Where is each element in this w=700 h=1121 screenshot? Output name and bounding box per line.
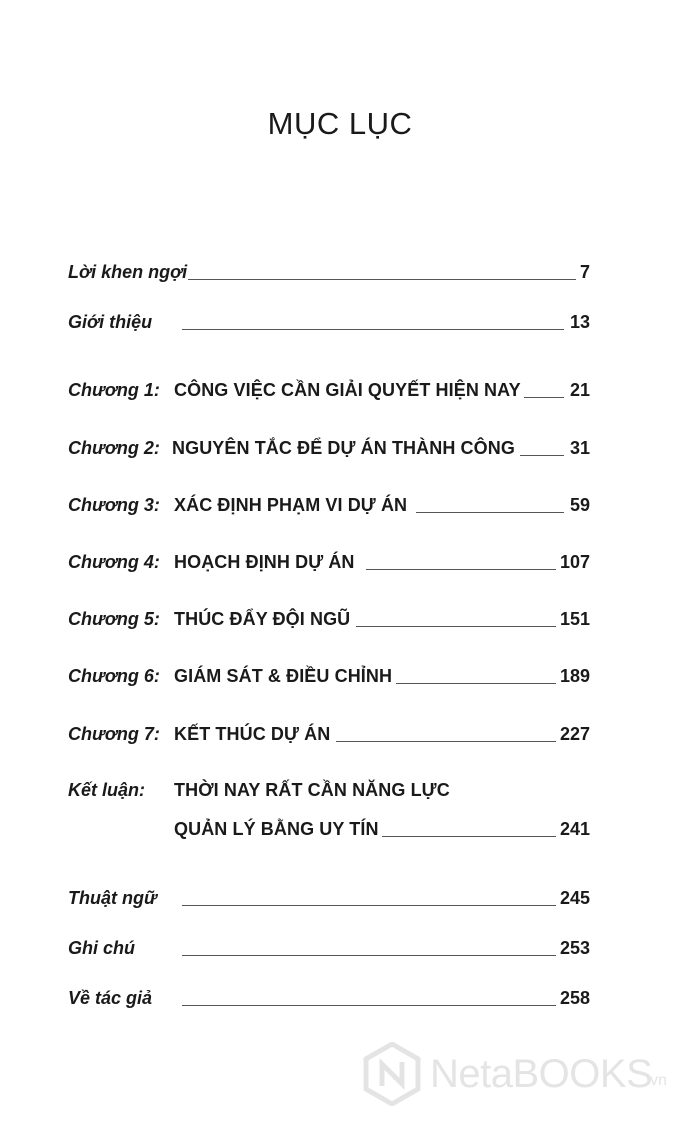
netabooks-watermark — [362, 1042, 692, 1112]
entry-label: Chương 4: — [68, 552, 160, 572]
entry-title-line2: QUẢN LÝ BẰNG UY TÍN — [174, 819, 379, 839]
dot-leader — [416, 512, 564, 513]
entry-page: 258 — [559, 988, 590, 1008]
dot-leader — [396, 683, 556, 684]
entry-title: NGUYÊN TẮC ĐỂ DỰ ÁN THÀNH CÔNG — [172, 438, 515, 458]
entry-page: 227 — [559, 724, 590, 744]
entry-page: 107 — [559, 552, 590, 572]
entry-page: 59 — [569, 495, 590, 515]
entry-page: 241 — [559, 819, 590, 839]
toc-entry-chapter-3[interactable] — [68, 495, 590, 519]
entry-label: Về tác giả — [68, 988, 153, 1008]
entry-label: Giới thiệu — [68, 312, 153, 332]
entry-page: 21 — [569, 380, 590, 400]
entry-label: Chương 7: — [68, 724, 160, 744]
dot-leader — [382, 836, 556, 837]
dot-leader — [182, 905, 556, 906]
entry-title: XÁC ĐỊNH PHẠM VI DỰ ÁN — [174, 495, 408, 515]
dot-leader — [336, 741, 556, 742]
dot-leader — [356, 626, 556, 627]
entry-label: Chương 1: — [68, 380, 160, 400]
dot-leader — [366, 569, 556, 570]
entry-label: Ghi chú — [68, 938, 135, 958]
entry-page: 189 — [559, 666, 590, 686]
dot-leader — [182, 955, 556, 956]
toc-entry-chapter-5[interactable] — [68, 609, 590, 633]
toc-entry-conclusion-line2[interactable] — [68, 819, 590, 843]
dot-leader — [182, 1005, 556, 1006]
entry-title: HOẠCH ĐỊNH DỰ ÁN — [174, 552, 355, 572]
toc-entry-praise[interactable] — [68, 262, 590, 286]
dot-leader — [188, 279, 576, 280]
page-title: MỤC LỤC — [267, 106, 413, 141]
entry-page: 31 — [569, 438, 590, 458]
entry-page: 253 — [559, 938, 590, 958]
entry-title: THÚC ĐẨY ĐỘI NGŨ — [174, 609, 351, 629]
entry-page: 151 — [559, 609, 590, 629]
toc-entry-chapter-1[interactable] — [68, 380, 590, 404]
entry-title: THỜI NAY RẤT CẦN NĂNG LỰC — [174, 780, 450, 800]
entry-title: KẾT THÚC DỰ ÁN — [174, 724, 331, 744]
entry-label: Kết luận: — [68, 780, 146, 800]
dot-leader — [524, 397, 564, 398]
entry-title: CÔNG VIỆC CẦN GIẢI QUYẾT HIỆN NAY — [174, 380, 521, 400]
entry-label: Thuật ngữ — [68, 888, 157, 908]
entry-title: GIÁM SÁT & ĐIỀU CHỈNH — [174, 666, 393, 686]
entry-label: Chương 2: — [68, 438, 160, 458]
toc-entry-chapter-6[interactable] — [68, 666, 590, 690]
toc-entry-chapter-2[interactable] — [68, 438, 590, 462]
toc-entry-chapter-4[interactable] — [68, 552, 590, 576]
entry-page: 7 — [579, 262, 590, 282]
toc-entry-about-author[interactable] — [68, 988, 590, 1012]
entry-label: Chương 3: — [68, 495, 160, 515]
watermark-brand: NetaBOOKS — [430, 1052, 653, 1096]
watermark-suffix: vn — [650, 1072, 667, 1089]
toc-entry-conclusion[interactable] — [68, 780, 590, 804]
dot-leader — [520, 455, 564, 456]
toc-entry-notes[interactable] — [68, 938, 590, 962]
entry-label: Lời khen ngợi — [68, 262, 188, 282]
entry-label: Chương 6: — [68, 666, 160, 686]
dot-leader — [182, 329, 564, 330]
toc-entry-chapter-7[interactable] — [68, 724, 590, 748]
entry-page: 245 — [559, 888, 590, 908]
entry-label: Chương 5: — [68, 609, 160, 629]
entry-page: 13 — [569, 312, 590, 332]
toc-entry-introduction[interactable] — [68, 312, 590, 336]
toc-entry-glossary[interactable] — [68, 888, 590, 912]
netabooks-logo-icon — [362, 1042, 422, 1106]
